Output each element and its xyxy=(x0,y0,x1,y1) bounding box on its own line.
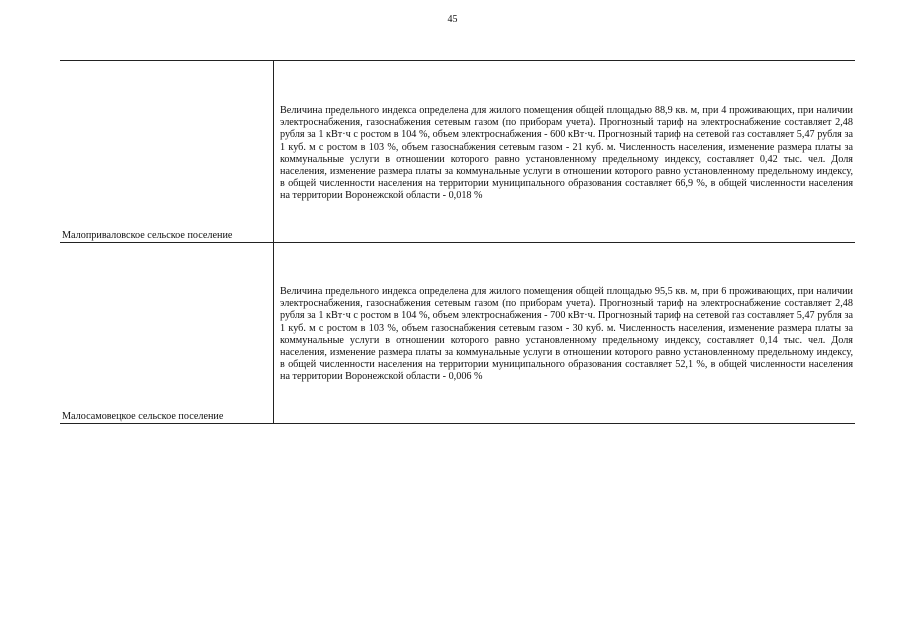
tariff-index-table xyxy=(60,60,855,424)
settlement-name: Малоприваловское сельское поселение xyxy=(62,230,233,241)
description-cell xyxy=(274,243,855,423)
settlement-cell xyxy=(60,61,274,242)
index-description: Величина предельного индекса определена для жилого помещения общей площадью 88,9 кв. м, при 4 проживающих, при наличии электроснабжения, газоснабжения сетевым газом (по приборам учета). Прогнозный тариф на электроснабжение составляет 2,48 рубля за 1 кВт·ч с ростом в 104 %, объем электроснабжения - 600 кВт·ч. Прогнозный тариф на сетевой газ составляет 5,47 рубля за 1 куб. м с ростом в 103 %, объем газоснабжения сетевым газом - 21 куб. м. Численность населения, изменение размера платы за коммунальные услуги в отношении которого равно установленному предельному индексу, составляет 0,42 тыс. чел. Доля населения, изменение размера платы за коммунальные услуги в отношении которого равно установленному предельному индексу, в общей численности населения на территории муниципального образования составляет 66,9 %, в общей численности населения на территории Воронежской области - 0,018 % xyxy=(280,105,853,202)
page-number: 45 xyxy=(447,14,458,25)
description-cell xyxy=(274,61,855,242)
table-row xyxy=(60,60,855,243)
settlement-name: Малосамовецкое сельское поселение xyxy=(62,411,224,422)
settlement-cell xyxy=(60,243,274,423)
table-row xyxy=(60,243,855,424)
index-description: Величина предельного индекса определена для жилого помещения общей площадью 95,5 кв. м, при 6 проживающих, при наличии электроснабжения, газоснабжения сетевым газом (по приборам учета). Прогнозный тариф на электроснабжение составляет 2,48 рубля за 1 кВт·ч с ростом в 104 %, объем электроснабжения - 700 кВт·ч. Прогнозный тариф на сетевой газ составляет 5,47 рубля за 1 куб. м с ростом в 103 %, объем газоснабжения сетевым газом - 30 куб. м. Численность населения, изменение размера платы за коммунальные услуги в отношении которого равно установленному предельному индексу, составляет 0,14 тыс. чел. Доля населения, изменение размера платы за коммунальные услуги в отношении которого равно установленному предельному индексу, в общей численности населения на территории муниципального образования составляет 52,1 %, в общей численности населения на территории Воронежской области - 0,006 % xyxy=(280,286,853,383)
